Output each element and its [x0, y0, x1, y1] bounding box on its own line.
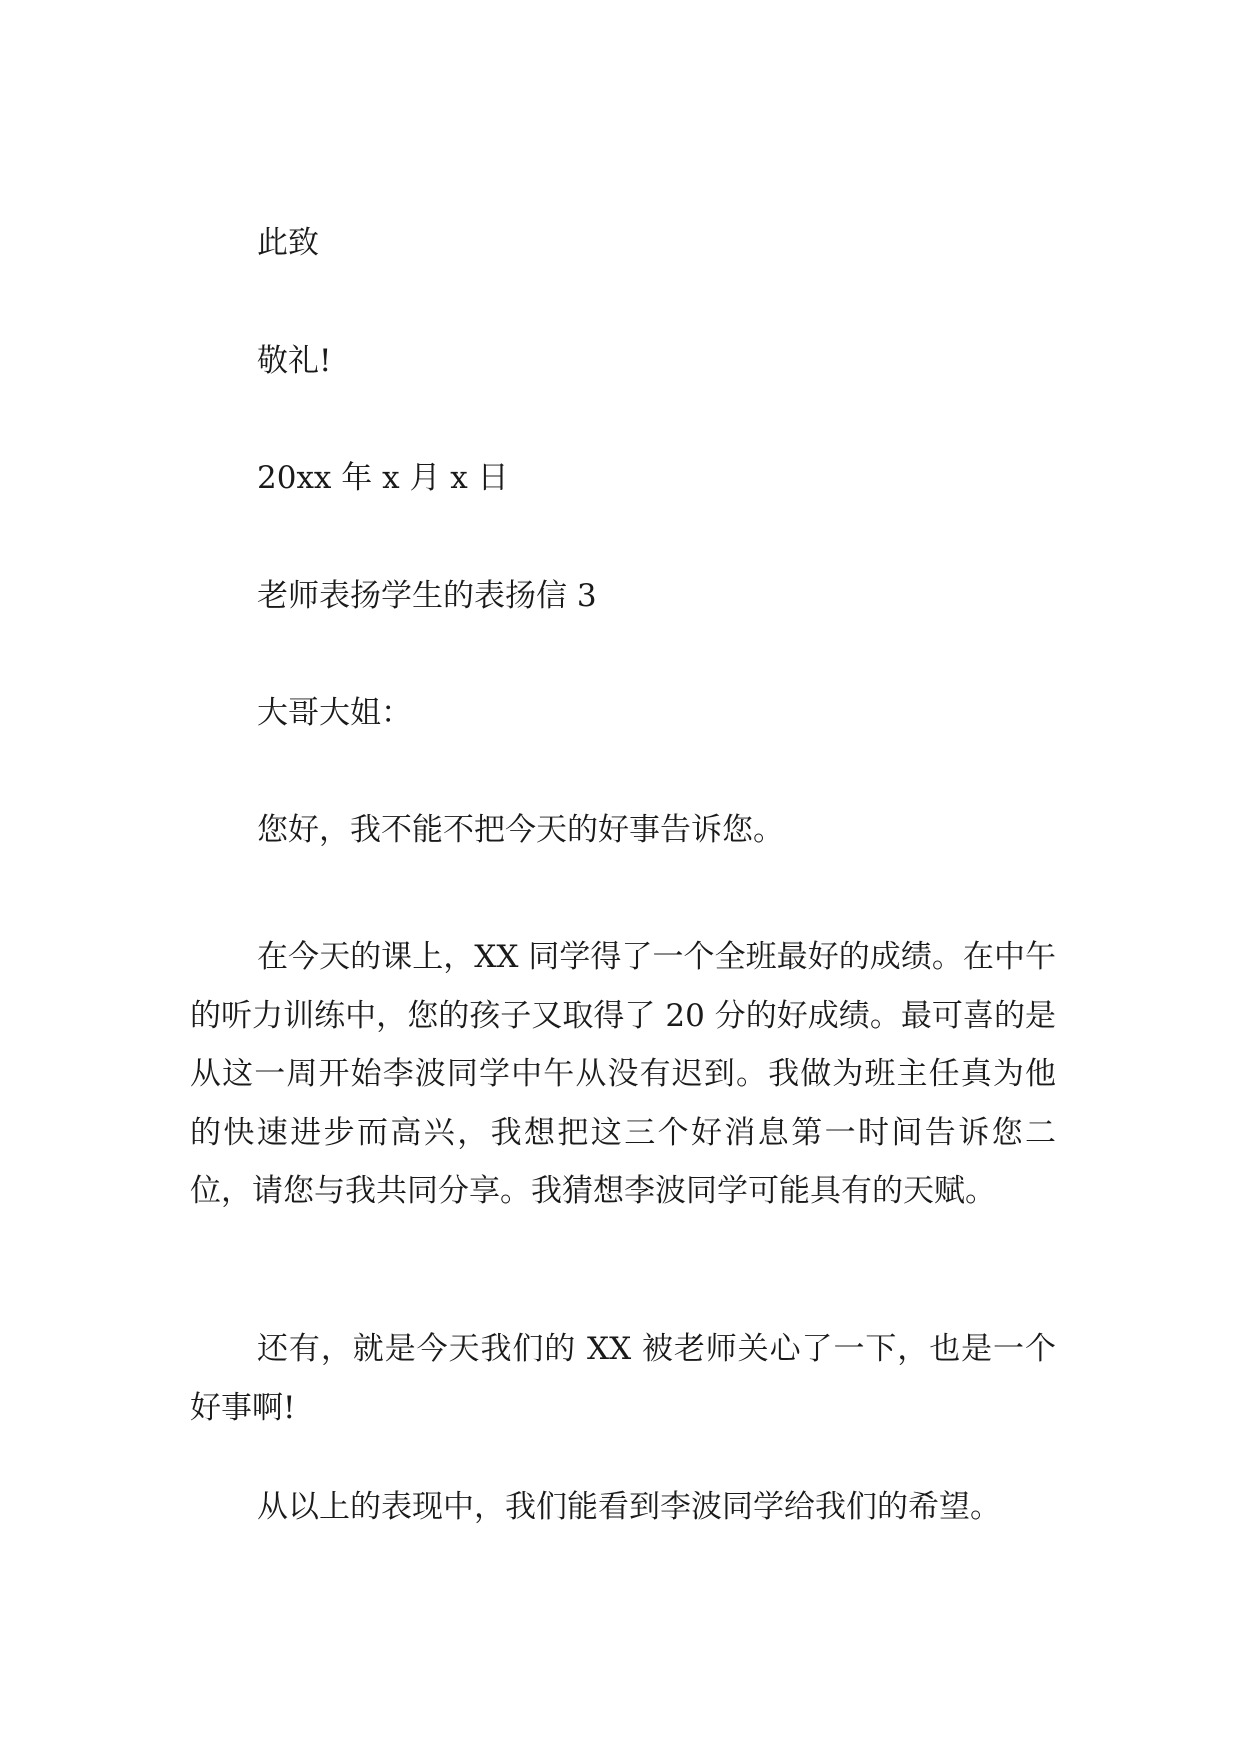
body-paragraph-2: 还有，就是今天我们的 XX 被老师关心了一下，也是一个好事啊! — [190, 1331, 1056, 1426]
salutation: 大哥大姐： — [257, 695, 412, 731]
greeting-line: 您好，我不能不把今天的好事告诉您。 — [257, 812, 784, 848]
letter-title: 老师表扬学生的表扬信 3 — [257, 578, 597, 614]
closing-line-1: 此致 — [257, 225, 319, 261]
body-paragraph-1: 在今天的课上，XX 同学得了一个全班最好的成绩。在中午的听力训练中，您的孩子又取得了 20 分的好成绩。最可喜的是从这一周开始李波同学中午从没有迟到。我做为班主任真为他的快速进步而高兴，我想把这三个好消息第一时间告诉您二位，请您与我共同分享。我猜想李波同学可能具有的天赋。 — [190, 939, 1056, 1209]
letter-date: 20xx 年 x 月 x 日 — [257, 460, 509, 496]
closing-line-2: 敬礼! — [257, 343, 332, 379]
body-paragraph-3: 从以上的表现中，我们能看到李波同学给我们的希望。 — [257, 1489, 1001, 1525]
